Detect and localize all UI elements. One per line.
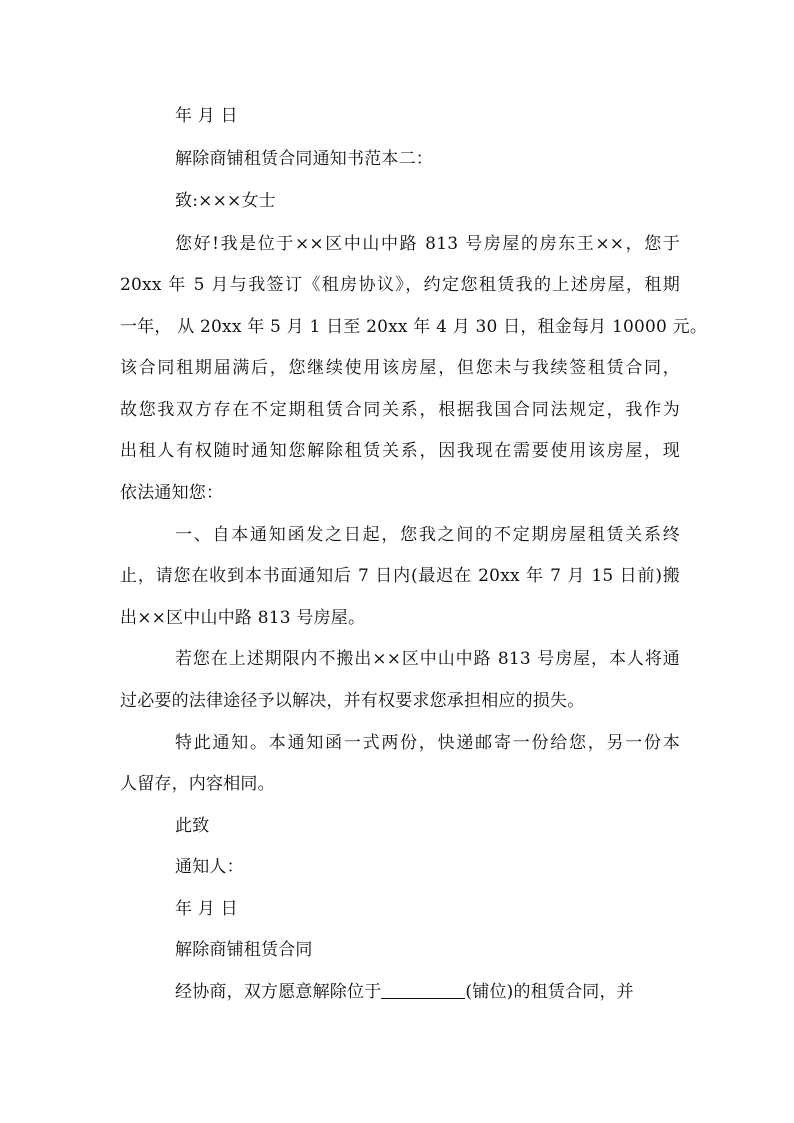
paragraph-line: 出租人有权随时通知您解除租赁关系，因我现在需要使用该房屋，现	[120, 441, 680, 461]
paragraph-line: 止，请您在收到本书面通知后 7 日内(最迟在 20xx 年 7 月 15 日前)搬	[120, 566, 680, 586]
sample-two-title: 解除商铺租赁合同通知书范本二：	[175, 149, 433, 169]
paragraph-line: 故您我双方存在不定期租赁合同关系，根据我国合同法规定，我作为	[120, 400, 680, 420]
paragraph-line: 若您在上述期限内不搬出××区中山中路 813 号房屋，本人将通	[175, 649, 680, 669]
salutation: 致:×××女士	[175, 191, 276, 211]
paragraph-line: 您好!我是位于××区中山中路 813 号房屋的房东王××，您于	[175, 234, 680, 254]
contract-text-after-blank: (铺位)的租赁合同，并	[465, 982, 634, 1002]
paragraph-line: 依法通知您：	[120, 483, 224, 503]
shop-location-blank[interactable]	[381, 980, 465, 999]
paragraph-line: 一年， 从 20xx 年 5 月 1 日至 20xx 年 4 月 30 日，租金每月 10000 元。	[120, 317, 708, 337]
date-line-1: 年 月 日	[175, 106, 238, 126]
paragraph-line: 一、自本通知函发之日起，您我之间的不定期房屋租赁关系终	[175, 525, 680, 545]
contract-text-before-blank: 经协商，双方愿意解除位于	[175, 982, 382, 1002]
paragraph-line: 该合同租期届满后，您继续使用该房屋，但您未与我续签租赁合同，	[120, 358, 680, 378]
paragraph-line: 20xx 年 5 月与我签订《租房协议》，约定您租赁我的上述房屋，租期	[120, 275, 680, 295]
paragraph-line: 人留存，内容相同。	[120, 774, 275, 794]
date-line-2: 年 月 日	[175, 899, 238, 919]
notifier-label: 通知人：	[175, 857, 244, 877]
paragraph-line: 特此通知。本通知函一式两份，快递邮寄一份给您，另一份本	[175, 733, 680, 753]
closing: 此致	[175, 816, 210, 836]
contract-first-line	[175, 980, 680, 1004]
paragraph-line: 过必要的法律途径予以解决，并有权要求您承担相应的损失。	[120, 691, 585, 711]
paragraph-line: 出××区中山中路 813 号房屋。	[120, 608, 366, 628]
termination-contract-title: 解除商铺租赁合同	[175, 940, 313, 960]
